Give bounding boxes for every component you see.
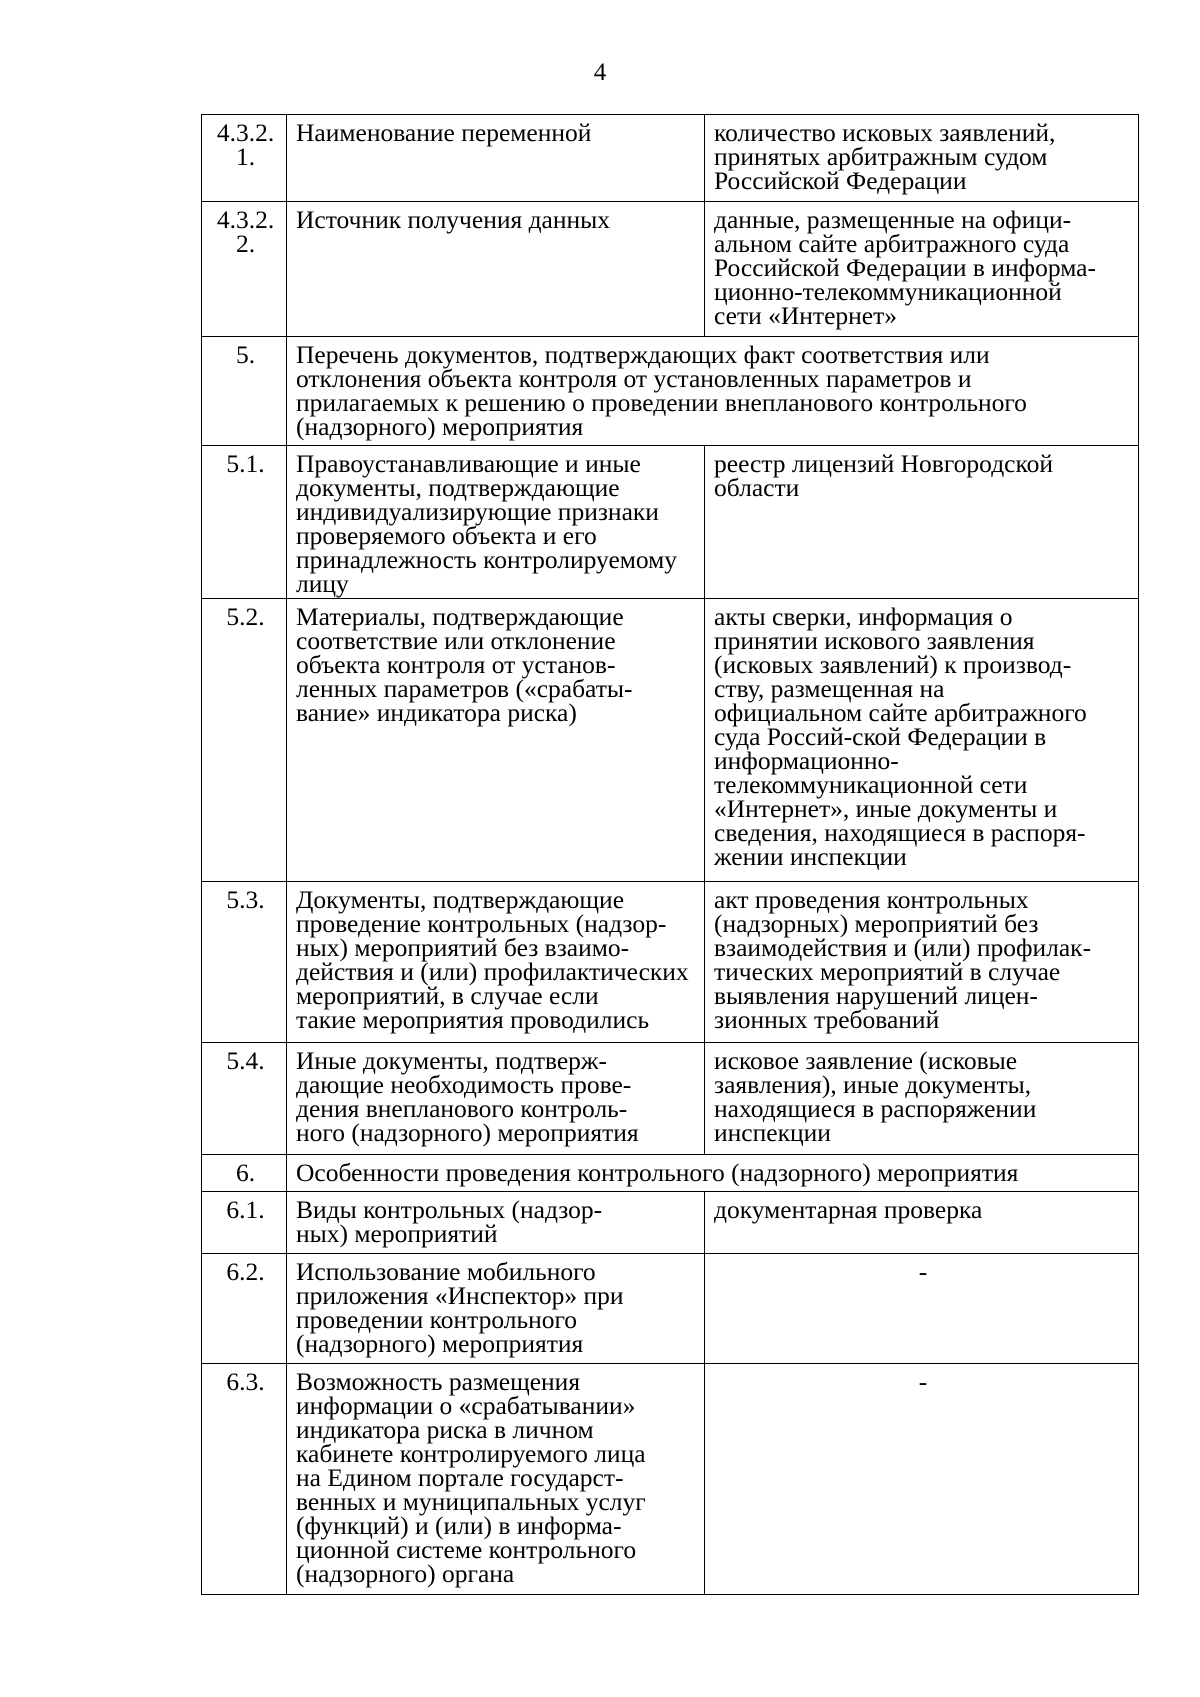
parameter-text: лицу — [296, 569, 349, 598]
parameter-cell — [287, 115, 705, 202]
value-cell — [705, 882, 1139, 1043]
section-row — [202, 1155, 1139, 1192]
parameter-text: проведение контрольных (надзор- — [296, 909, 667, 938]
section-heading-text: прилагаемых к решению о проведении внепланового контрольного — [296, 388, 1027, 417]
table-row — [202, 1254, 1139, 1364]
parameter-text: приложения «Инспектор» при — [296, 1281, 624, 1310]
value-text: количество исковых заявлений, — [714, 118, 1056, 147]
table-row — [202, 446, 1139, 599]
value-text: исковое заявление (исковые — [714, 1046, 1018, 1075]
parameter-text: (надзорного) мероприятия — [296, 1329, 584, 1358]
table-row — [202, 1043, 1139, 1155]
parameter-text: (функций) и (или) в информа- — [296, 1511, 622, 1540]
parameter-text: Материалы, подтверждающие — [296, 602, 624, 631]
parameter-text: действия и (или) профилактических — [296, 957, 689, 986]
value-text: ству, размещенная на — [714, 674, 945, 703]
parameter-cell — [287, 1192, 705, 1254]
parameter-text: проверяемого объекта и его — [296, 521, 597, 550]
value-text: суда Россий-ской Федерации в — [714, 722, 1047, 751]
parameter-text: ных) мероприятий — [296, 1219, 498, 1248]
parameter-text: Иные документы, подтверж- — [296, 1046, 608, 1075]
parameter-text: объекта контроля от установ- — [296, 650, 616, 679]
parameter-text: информации о «срабатывании» — [296, 1391, 636, 1420]
parameter-text: (надзорного) органа — [296, 1559, 515, 1588]
parameter-text: ленных параметров («срабаты- — [296, 674, 633, 703]
value-text: информационно- — [714, 746, 899, 775]
parameter-text: Документы, подтверждающие — [296, 885, 625, 914]
value-text: акты сверки, информация о — [714, 602, 1013, 631]
parameter-text: венных и муниципальных услуг — [296, 1487, 646, 1516]
parameter-text: вание» индикатора риска) — [296, 698, 577, 727]
parameter-cell — [287, 1254, 705, 1364]
section-number: 6. — [202, 1155, 287, 1192]
parameter-text: Использование мобильного — [296, 1257, 596, 1286]
parameter-text: проведении контрольного — [296, 1305, 578, 1334]
table-row — [202, 1364, 1139, 1595]
row-number: 5.1. — [202, 446, 287, 599]
value-text: области — [714, 473, 800, 502]
row-number: 4.3.2.1. — [202, 115, 287, 202]
row-number: 6.3. — [202, 1364, 287, 1595]
parameter-cell — [287, 446, 705, 599]
section-heading-text: Особенности проведения контрольного (надзорного) мероприятия — [296, 1158, 1019, 1187]
row-number: 6.1. — [202, 1192, 287, 1254]
value-cell — [705, 115, 1139, 202]
row-number: 4.3.2.2. — [202, 202, 287, 337]
value-text: акт проведения контрольных — [714, 885, 1029, 914]
parameter-cell — [287, 1043, 705, 1155]
section-row — [202, 337, 1139, 446]
section-number: 5. — [202, 337, 287, 446]
parameter-cell — [287, 882, 705, 1043]
document-table — [201, 114, 1139, 1595]
parameter-text: документы, подтверждающие — [296, 473, 620, 502]
table-row — [202, 202, 1139, 337]
parameter-text: дения внепланового контроль- — [296, 1094, 628, 1123]
value-cell — [705, 446, 1139, 599]
value-text: сети «Интернет» — [714, 301, 897, 330]
value-text: «Интернет», иные документы и — [714, 794, 1058, 823]
value-text: принятых арбитражным судом — [714, 142, 1048, 171]
parameter-text: такие мероприятия проводились — [296, 1005, 650, 1034]
row-number: 5.3. — [202, 882, 287, 1043]
parameter-text: на Едином портале государст- — [296, 1463, 624, 1492]
value-text: принятии искового заявления — [714, 626, 1035, 655]
section-heading-text: отклонения объекта контроля от установленных параметров и — [296, 364, 972, 393]
value-cell — [705, 202, 1139, 337]
value-text: данные, размещенные на офици- — [714, 205, 1072, 234]
value-text: жении инспекции — [714, 842, 907, 871]
value-text: (исковых заявлений) к производ- — [714, 650, 1072, 679]
value-text: сведения, находящиеся в распоря- — [714, 818, 1086, 847]
row-number: 5.2. — [202, 599, 287, 882]
parameter-text: Виды контрольных (надзор- — [296, 1195, 603, 1224]
parameter-text: индивидуализирующие признаки — [296, 497, 659, 526]
row-number: 5.4. — [202, 1043, 287, 1155]
value-text: реестр лицензий Новгородской — [714, 449, 1053, 478]
row-number: 6.2. — [202, 1254, 287, 1364]
parameter-text: соответствие или отклонение — [296, 626, 616, 655]
value-text: выявления нарушений лицен- — [714, 981, 1038, 1010]
section-heading-text: Перечень документов, подтверждающих факт соответствия или — [296, 340, 990, 369]
value-text: Российской Федерации — [714, 166, 967, 195]
table-row — [202, 599, 1139, 882]
parameter-text: Источник получения данных — [296, 205, 611, 234]
parameter-text: Правоустанавливающие и иные — [296, 449, 641, 478]
table-row — [202, 882, 1139, 1043]
parameter-text: ного (надзорного) мероприятия — [296, 1118, 639, 1147]
parameter-text: Наименование переменной — [296, 118, 592, 147]
parameter-text: кабинете контролируемого лица — [296, 1439, 646, 1468]
value-text: ционно-телекоммуникационной — [714, 277, 1062, 306]
parameter-cell — [287, 1364, 705, 1595]
value-text: инспекции — [714, 1118, 831, 1147]
value-text: находящиеся в распоряжении — [714, 1094, 1037, 1123]
value-cell — [705, 599, 1139, 882]
parameter-text: индикатора риска в личном — [296, 1415, 594, 1444]
table-body — [202, 115, 1139, 1595]
parameter-text: Возможность размещения — [296, 1367, 581, 1396]
value-text: тических мероприятий в случае — [714, 957, 1061, 986]
parameter-cell — [287, 599, 705, 882]
value-text: Российской Федерации в информа- — [714, 253, 1096, 282]
value-text: телекоммуникационной сети — [714, 770, 1028, 799]
parameter-text: ционной системе контрольного — [296, 1535, 637, 1564]
value-cell — [705, 1192, 1139, 1254]
parameter-text: ных) мероприятий без взаимо- — [296, 933, 630, 962]
section-heading-cell — [287, 1155, 1139, 1192]
value-text: документарная проверка — [714, 1195, 983, 1224]
parameter-text: принадлежность контролируемому — [296, 545, 678, 574]
table-row — [202, 1192, 1139, 1254]
value-cell-empty: - — [705, 1364, 1139, 1595]
value-cell-empty: - — [705, 1254, 1139, 1364]
section-heading-text: (надзорного) мероприятия — [296, 412, 584, 441]
value-text: (надзорных) мероприятий без — [714, 909, 1039, 938]
value-text: взаимодействия и (или) профилак- — [714, 933, 1092, 962]
value-text: альном сайте арбитражного суда — [714, 229, 1070, 258]
page-number: 4 — [593, 59, 607, 86]
parameter-cell — [287, 202, 705, 337]
parameter-text: дающие необходимость прове- — [296, 1070, 632, 1099]
value-text: официальном сайте арбитражного — [714, 698, 1087, 727]
section-heading-cell — [287, 337, 1139, 446]
table-row — [202, 115, 1139, 202]
value-text: зионных требований — [714, 1005, 940, 1034]
parameter-text: мероприятий, в случае если — [296, 981, 599, 1010]
value-cell — [705, 1043, 1139, 1155]
value-text: заявления), иные документы, — [714, 1070, 1032, 1099]
